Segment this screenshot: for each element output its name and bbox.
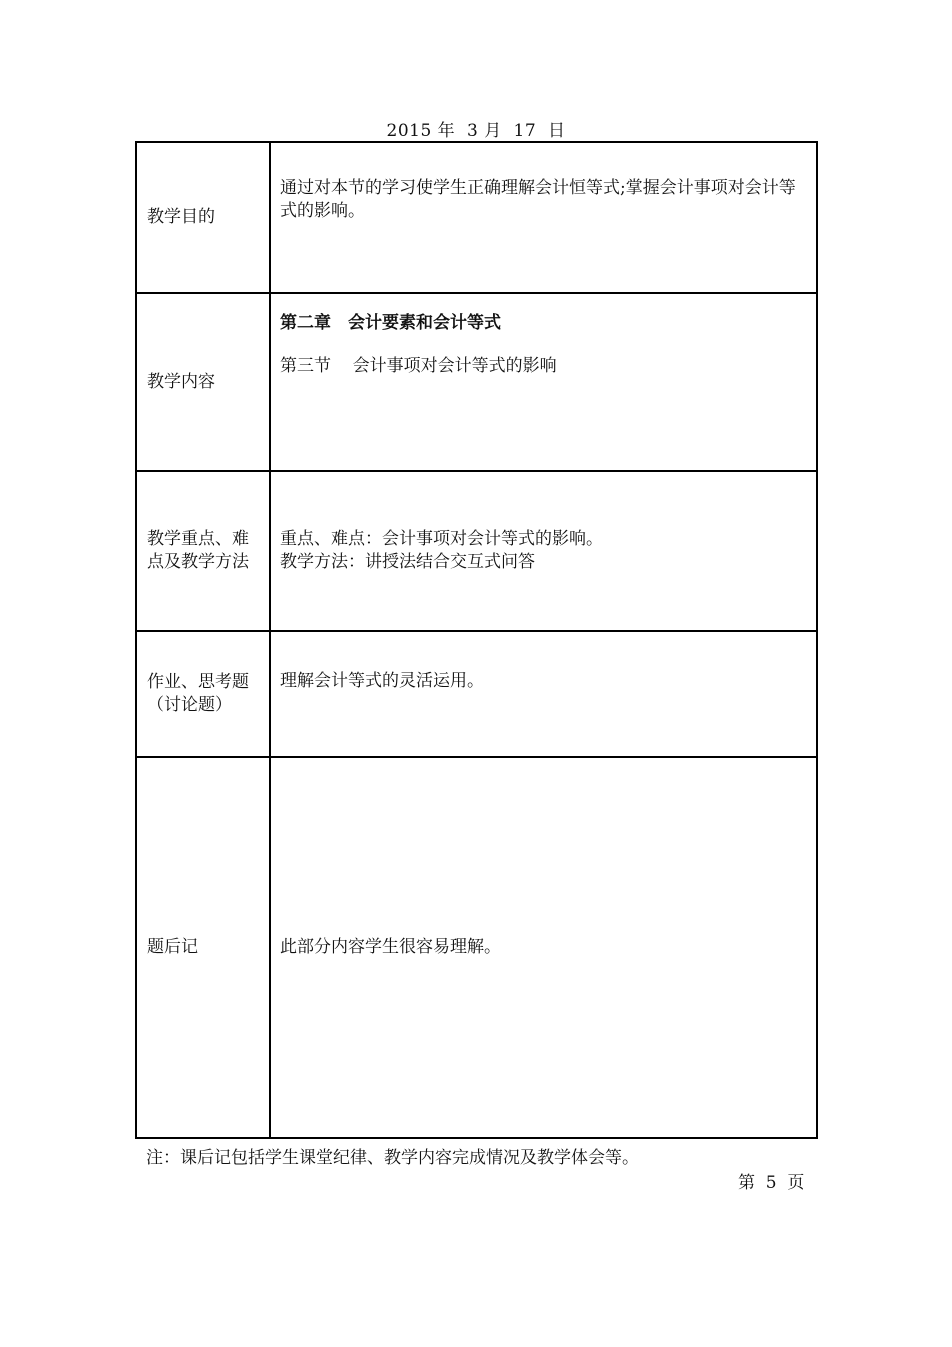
objective-label: 教学目的	[136, 142, 270, 293]
objective-text: 通过对本节的学习使学生正确理解会计恒等式;掌握会计事项对会计等式的影响。	[270, 142, 817, 293]
contents-label: 教学内容	[136, 293, 270, 471]
contents-cell	[270, 293, 817, 471]
key-points-cell	[270, 471, 817, 631]
table-row-homework	[136, 631, 817, 757]
reflection-text: 此部分内容学生很容易理解。	[270, 757, 817, 1138]
table-row-contents	[136, 293, 817, 471]
reflection-label: 题后记	[136, 757, 270, 1138]
chapter-title: 第二章 会计要素和会计等式	[280, 313, 501, 333]
footnote: 注：课后记包括学生课堂纪律、教学内容完成情况及教学体会等。	[146, 1148, 639, 1168]
page-number: 第 5 页	[738, 1173, 805, 1193]
section-title: 第三节 会计事项对会计等式的影响	[280, 356, 557, 376]
table-row-reflection	[136, 757, 817, 1138]
teaching-method-line: 教学方法：讲授法结合交互式问答	[280, 552, 535, 572]
table-row-key-points	[136, 471, 817, 631]
key-points-line: 重点、难点：会计事项对会计等式的影响。	[280, 529, 603, 549]
key-points-label: 教学重点、难点及教学方法	[136, 471, 270, 631]
homework-text: 理解会计等式的灵活运用。	[270, 631, 817, 757]
lesson-date: 2015 年 3 月 17 日	[386, 121, 566, 141]
homework-label: 作业、思考题（讨论题）	[136, 631, 270, 757]
table-row-objective	[136, 142, 817, 293]
lesson-plan-table	[135, 141, 818, 1139]
